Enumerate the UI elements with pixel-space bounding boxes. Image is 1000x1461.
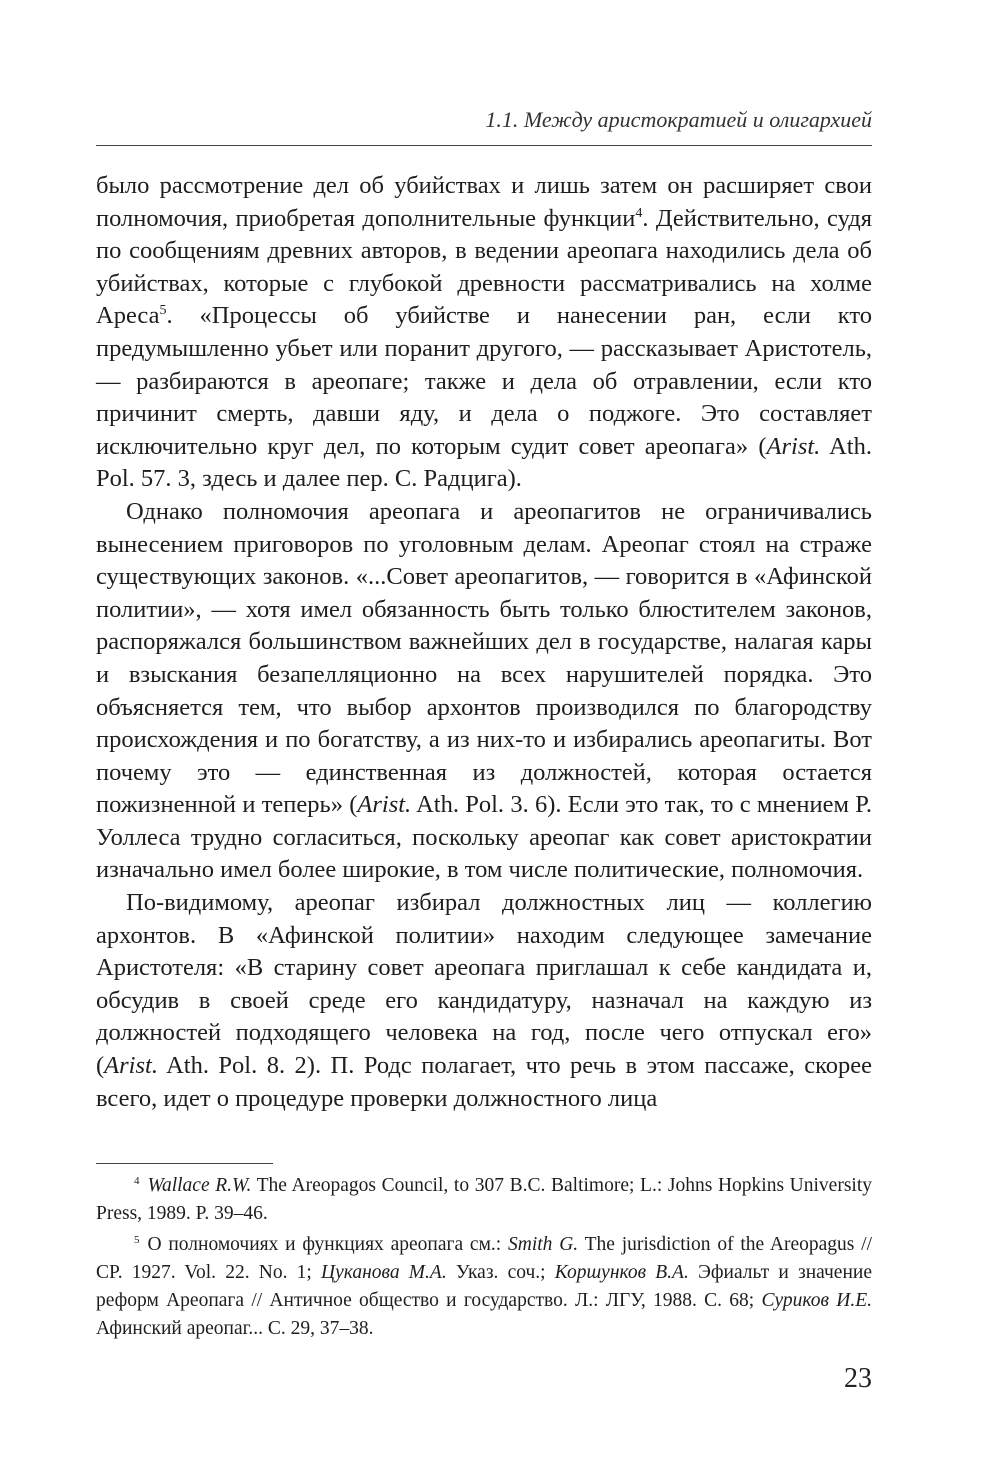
running-head: 1.1. Между аристократией и олигархией bbox=[485, 107, 872, 132]
footnote-divider bbox=[96, 1163, 273, 1164]
footnote-ref-4[interactable]: 4 bbox=[635, 205, 643, 221]
paragraph-3: По-видимому, ареопаг избирал должностных лиц — коллегию архонтов. В «Афинской политии» находим следующее замечание Аристотеля: «В старину совет ареопага приглашал к себе кандидата и, обсудив в своей среде его кандидатуру, назначал на каждую из должностей подходящего человека на год, после чего отпускал его» (Arist. Ath. Pol. 8. 2). П. Родс полагает, что речь в этом пассаже, скорее всего, идет о процедуре проверки должностного лица bbox=[96, 889, 872, 1112]
paragraph-2: Однако полномочия ареопага и ареопагитов не ограничивались вынесением приговоров по уголовным делам. Ареопаг стоял на страже существующих законов. «...Совет ареопагитов, — говорится в «Афинской политии», — хотя имел обязанность быть только блюстителем законов, распоряжался большинством важнейших дел в государстве, налагая кары и взыскания безапелляционно на всех нарушителей порядка. Это объясняется тем, что выбор архонтов производился по благородству происхождения и по богатству, а из них-то и избирались ареопагиты. Вот почему это — единственная из должностей, которая остается пожизненной и теперь» (Arist. Ath. Pol. 3. 6). Если это так, то с мнением Р. Уоллеса трудно согласиться, поскольку ареопаг как совет аристократии изначально имел более широкие, в том числе политические, полномочия. bbox=[96, 497, 872, 884]
footnote-ref-5[interactable]: 5 bbox=[159, 303, 167, 319]
footnotes bbox=[96, 1172, 872, 1346]
page-number: 23 bbox=[844, 1363, 872, 1394]
paragraph-1: было рассмотрение дел об убийствах и лишь затем он расширяет свои полномочия, приобретая дополнительные функции$^4$. Действительно, судя по сообщениям древних авторов, в ведении ареопага находились дела об убийствах, которые с глубокой древности рассматривались на холме Ареса$^5$. «Процессы об убийстве и нанесении ран, если кто предумышленно убьет или поранит другого, — рассказывает Аристотель, — разбираются в ареопаге; также и дела об отравлении, если кто причинит смерть, давши яду, и дела о поджоге. Это составляет исключительно круг дел, по которым судит совет ареопага» (Arist. Ath. Pol. 57. 3, здесь и далее пер. С. Радцига). bbox=[96, 172, 873, 493]
footnote-4: $^4$ Wallace R.W. The Areopagos Council, to 307 B.C. Baltimore; L.: Johns Hopkins University Press, 1989. P. 39–46. bbox=[96, 1174, 872, 1224]
main-text bbox=[96, 170, 872, 1115]
footnote-5: $^5$ О полномочиях и функциях ареопага см.: Smith G. The jurisdiction of the Areopagus // CP. 1927. Vol. 22. No. 1; Цуканова М.А. Указ. соч.; Коршунков В.А. Эфиальт и значение реформ Ареопага // Античное общество и государство. Л.: ЛГУ, 1988. С. 68; Суриков И.Е. Афинский ареопаг... С. 29, 37–38. bbox=[96, 1233, 873, 1339]
book-page bbox=[96, 0, 872, 1461]
header-divider bbox=[96, 145, 872, 146]
